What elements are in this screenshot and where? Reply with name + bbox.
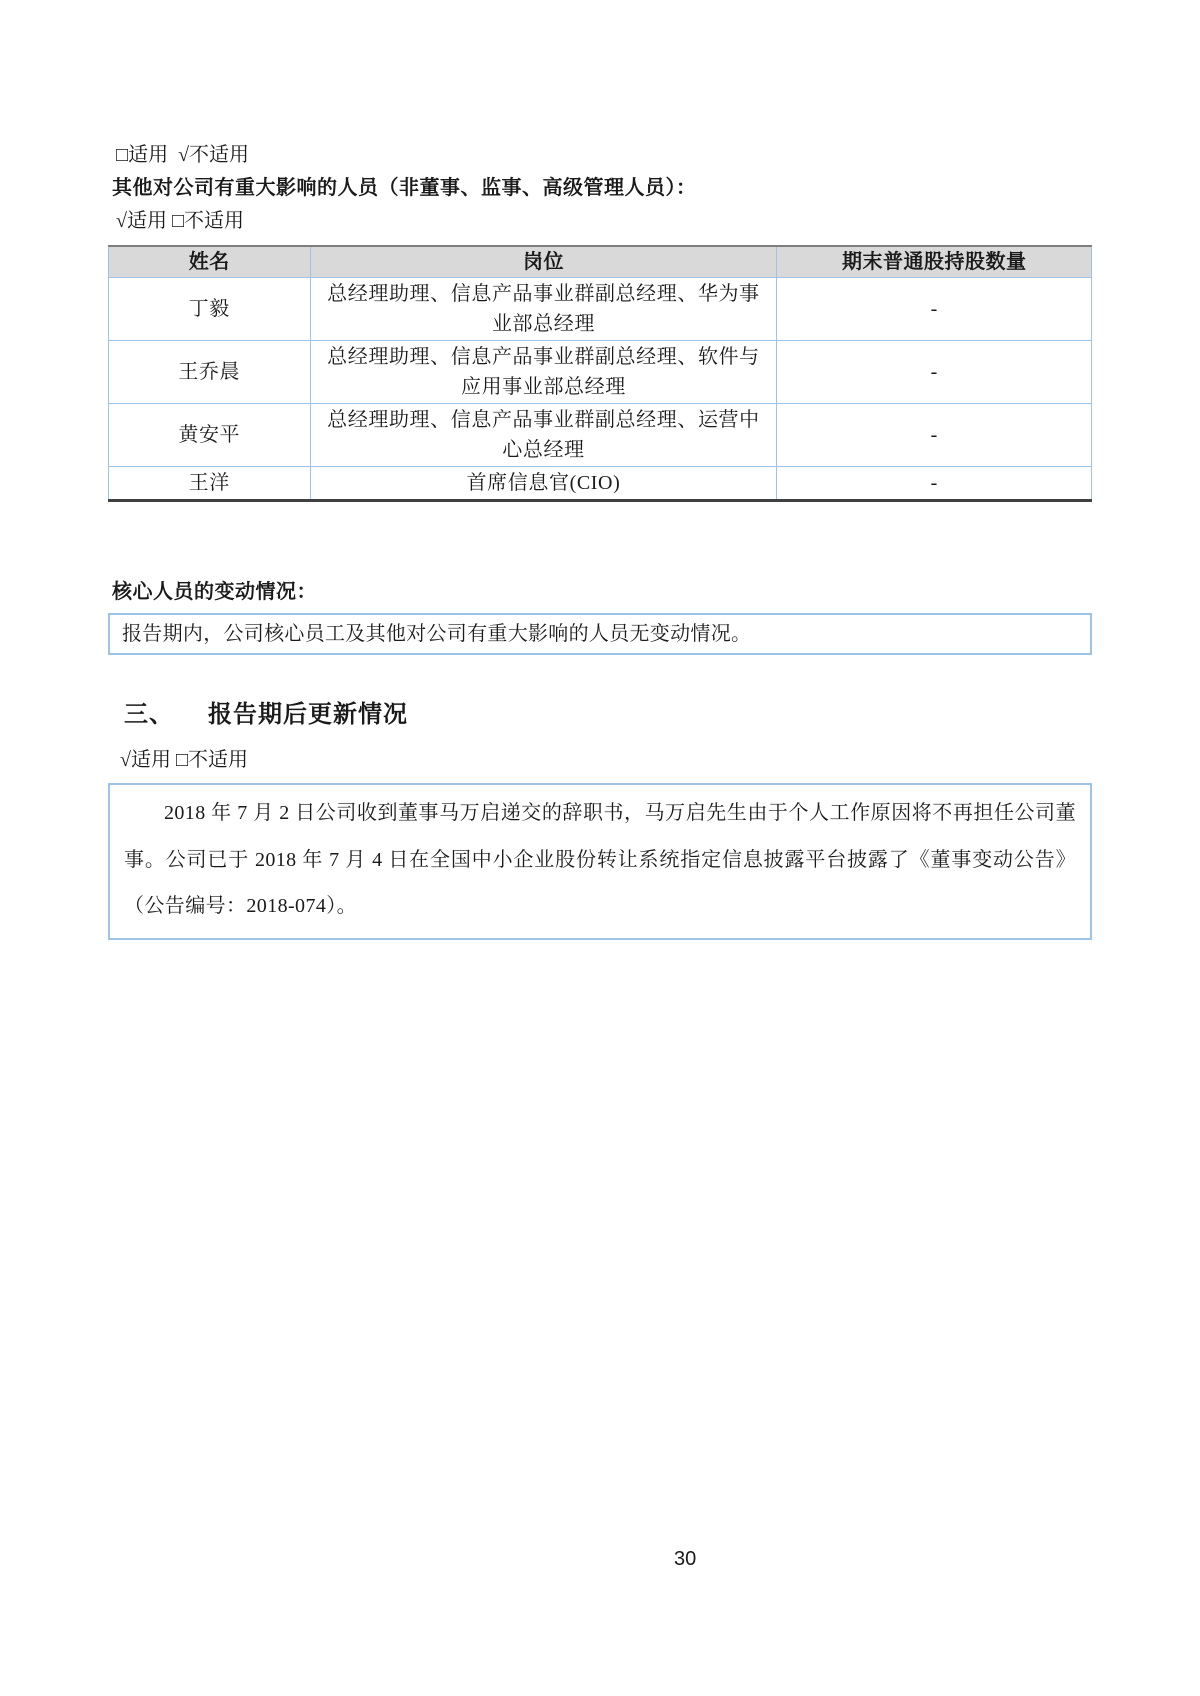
cell-position: 总经理助理、信息产品事业群副总经理、华为事业部总经理 [310, 278, 777, 341]
core-personnel-change-box: 报告期内，公司核心员工及其他对公司有重大影响的人员无变动情况。 [108, 613, 1092, 655]
column-header-shares: 期末普通股持股数量 [777, 246, 1092, 278]
personnel-table [108, 245, 1092, 502]
cell-shares: - [777, 404, 1092, 467]
post-report-update-box: 2018 年 7 月 2 日公司收到董事马万启递交的辞职书，马万启先生由于个人工作原因将不再担任公司董事。公司已于 2018 年 7 月 4 日在全国中小企业股份转让系统指定信息披露平台披露了《董事变动公告》（公告编号：2018-074）。 [108, 783, 1092, 940]
cell-shares: - [777, 341, 1092, 404]
cell-position: 总经理助理、信息产品事业群副总经理、软件与应用事业部总经理 [310, 341, 777, 404]
table-row [109, 467, 1092, 501]
page-number: 30 [674, 1548, 697, 1570]
cell-position: 总经理助理、信息产品事业群副总经理、运营中心总经理 [310, 404, 777, 467]
table-row [109, 341, 1092, 404]
core-personnel-change-heading: 核心人员的变动情况： [112, 581, 317, 603]
cell-shares: - [777, 278, 1092, 341]
table-row [109, 404, 1092, 467]
column-header-name: 姓名 [109, 246, 311, 278]
column-header-position: 岗位 [310, 246, 777, 278]
applicability-line-top: □适用 √不适用 [116, 144, 250, 166]
cell-name: 黄安平 [109, 404, 311, 467]
applicability-line-section-3: √适用 □不适用 [120, 749, 249, 771]
applicability-line-personnel: √适用 □不适用 [116, 210, 245, 232]
section-3-heading [108, 699, 1092, 731]
cell-name: 丁毅 [109, 278, 311, 341]
cell-name: 王乔晨 [109, 341, 311, 404]
other-influential-personnel-heading: 其他对公司有重大影响的人员（非董事、监事、高级管理人员）： [112, 177, 697, 199]
cell-position: 首席信息官(CIO) [310, 467, 777, 501]
table-header-row [109, 246, 1092, 278]
section-3-number: 三、 [124, 702, 174, 728]
section-3-title: 报告期后更新情况 [208, 702, 408, 728]
cell-name: 王洋 [109, 467, 311, 501]
table-row [109, 278, 1092, 341]
cell-shares: - [777, 467, 1092, 501]
page-content [108, 142, 1092, 940]
